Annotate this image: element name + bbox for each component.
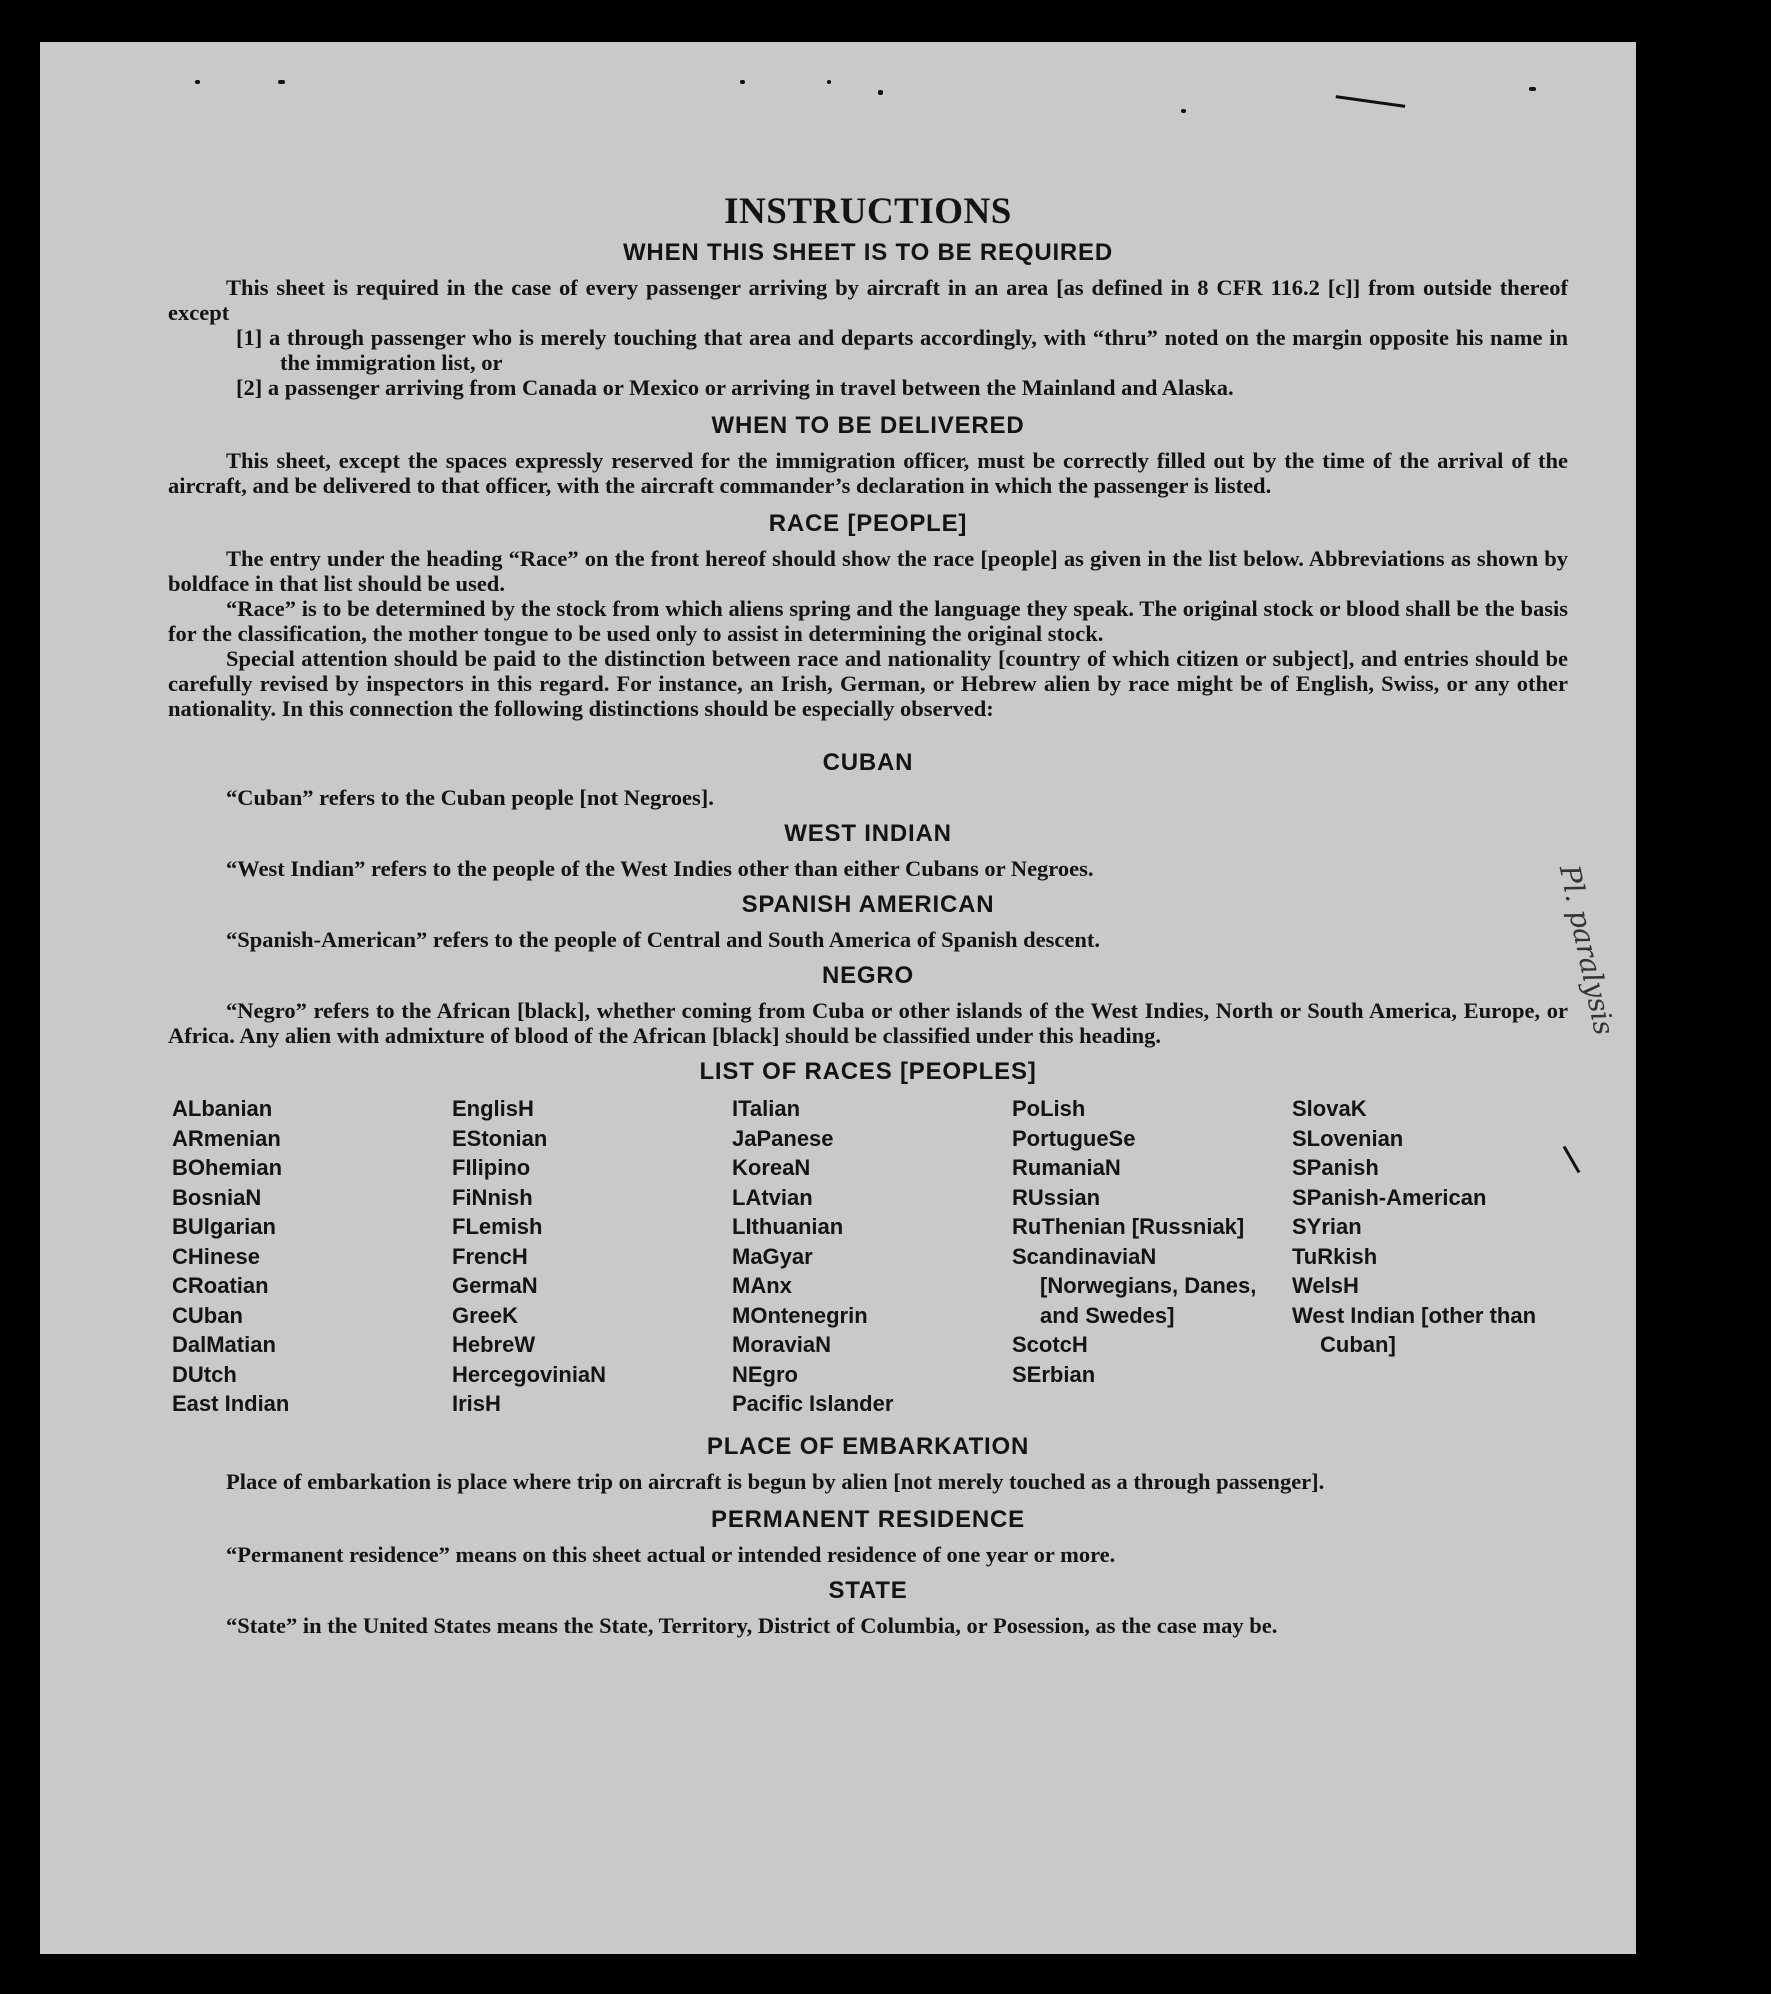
race-entry: GermaN [452,1273,538,1298]
race-entry: RumaniaN [1012,1155,1121,1180]
page-title: INSTRUCTIONS [724,191,1012,232]
cuban-paragraph: “Cuban” refers to the Cuban people [not Negroes]. [226,785,714,810]
race-entry: LIthuanian [732,1214,844,1239]
delivered-paragraph: This sheet, except the spaces expressly reserved for the immigration officer, must be correctly filled out by the time of the arrival of the aircraft, and be delivered to that officer, with the aircraft commander’s declaration in which the passenger is listed. [168,448,1568,498]
embarkation-paragraph: Place of embarkation is place where trip on aircraft is begun by alien [not merely touched as a through passenger]. [226,1468,1325,1494]
race-entry: EnglisH [452,1096,534,1121]
race-entry: ITalian [732,1096,801,1121]
negro-paragraph: “Negro” refers to the African [black], whether coming from Cuba or other islands of the West Indies, North or South America, Europe, or Africa. Any alien with admixture of blood of the African [black] should be classified under this heading. [168,998,1568,1048]
race-entry: West Indian [other than Cuban] [1292,1302,1537,1357]
race-entry: PoLish [1012,1096,1086,1121]
heading-negro: NEGRO [821,962,914,989]
race-entry: SLovenian [1292,1125,1404,1151]
race-entry: MAnx [732,1273,792,1298]
race-entry: East Indian [172,1391,290,1416]
race-entry: MaGyar [732,1243,813,1269]
ink-speck [740,80,745,84]
race-entry: WelsH [1292,1273,1359,1298]
race-entry: DalMatian [172,1332,276,1357]
race-entry: SErbian [1012,1361,1096,1387]
race-entry: FiNnish [452,1184,533,1210]
races-column-5 [1292,1094,1572,1419]
race-entry: Pacific Islander [732,1391,894,1416]
race-entry: SPanish [1292,1155,1379,1180]
race-entry: JaPanese [732,1125,834,1151]
race-entry: EStonian [452,1125,548,1151]
handwritten-margin-note: Pl. paralysis [1552,862,1621,1038]
race-entry: GreeK [452,1302,519,1328]
race-entry: BOhemian [172,1155,283,1180]
heading-list-of-races: LIST OF RACES [PEOPLES] [699,1058,1037,1085]
race-entry: HebreW [452,1332,536,1357]
ink-speck [278,80,285,84]
race-paragraph-2: “Race” is to be determined by the stock from which aliens spring and the language they speak. The original stock or blood shall be the basis for the classification, the mother tongue to be used only to assist in determining the original stock. [168,596,1568,646]
document-page [40,42,1636,1954]
state-paragraph: “State” in the United States means the State, Territory, District of Columbia, or Posession, as the case may be. [226,1612,1278,1638]
race-entry: ARmenian [172,1125,281,1151]
race-entry: NEgro [732,1361,798,1387]
instructions-content [168,138,1568,1638]
heading-race: RACE [PEOPLE] [768,510,968,537]
races-column-3 [732,1094,1012,1419]
ink-speck [1529,87,1536,91]
race-entry: HercegoviniaN [452,1361,607,1387]
races-column-2 [452,1094,732,1419]
exception-item-2: [2] a passenger arriving from Canada or Mexico or arriving in travel between the Mainland and Alaska. [236,375,1234,400]
race-paragraph-1: The entry under the heading “Race” on the front hereof should show the race [people] as given in the list below. Abbreviations as shown by boldface in that list should be used. [168,546,1568,596]
race-entry: IrisH [452,1391,501,1416]
race-entry: KoreaN [732,1155,811,1180]
race-entry: SYrian [1292,1214,1362,1239]
ink-speck [1181,109,1186,113]
race-entry: CHinese [172,1243,261,1269]
race-entry: CRoatian [172,1273,269,1298]
race-entry: BosniaN [172,1184,262,1210]
race-entry: ScandinaviaN [Norwegians, Danes, and Swedes] [1012,1243,1257,1328]
race-entry: MOntenegrin [732,1302,868,1328]
race-entry: TuRkish [1292,1243,1378,1269]
ink-speck [827,80,831,84]
race-entry: ALbanian [172,1096,273,1121]
required-paragraph: This sheet is required in the case of every passenger arriving by aircraft in an area [as defined in 8 CFR 116.2 [c]] from outside thereof except [168,275,1568,325]
race-entry: RuThenian [Russniak] [1012,1214,1245,1239]
heading-permanent-residence: PERMANENT RESIDENCE [711,1505,1025,1533]
race-entry: ScotcH [1012,1332,1088,1357]
race-entry: RUssian [1012,1184,1101,1210]
heading-when-required: WHEN THIS SHEET IS TO BE REQUIRED [622,239,1113,266]
ink-stroke [1336,87,1407,108]
heading-cuban: CUBAN [822,749,914,776]
race-entry: BUlgarian [172,1214,276,1239]
race-entry: MoraviaN [732,1332,832,1357]
spanish-american-paragraph: “Spanish-American” refers to the people of Central and South America of Spanish descent. [226,927,1100,952]
races-column-1 [172,1094,452,1419]
exception-item-1: [1] a through passenger who is merely touching that area and departs accordingly, with “thru” noted on the margin opposite his name in the immigration list, or [236,325,1568,375]
residence-paragraph: “Permanent residence” means on this sheet actual or intended residence of one year or more. [226,1541,1116,1567]
race-entry: LAtvian [732,1184,813,1210]
race-entry: FIlipino [452,1155,531,1180]
race-entry: PortugueSe [1012,1125,1136,1151]
heading-west-indian: WEST INDIAN [784,820,952,847]
race-paragraph-3: Special attention should be paid to the distinction between race and nationality [country of which citizen or subject], and entries should be carefully revised by inspectors in this regard. For instance, an Irish, German, or Hebrew alien by race might be of English, Swiss, or any other nationality. In this connection the following distinctions should be especially observed: [168,646,1568,721]
race-entry: SlovaK [1292,1096,1367,1121]
races-column-4 [1012,1094,1292,1419]
heading-place-of-embarkation: PLACE OF EMBARKATION [706,1432,1030,1460]
heading-when-delivered: WHEN TO BE DELIVERED [711,412,1025,439]
race-entry: CUban [172,1302,243,1328]
race-entry: SPanish-American [1292,1184,1487,1210]
races-list [172,1094,1568,1419]
west-indian-paragraph: “West Indian” refers to the people of the West Indies other than either Cubans or Negroes. [226,856,1094,881]
ink-speck [195,80,200,84]
race-entry: FLemish [452,1214,543,1239]
race-entry: FrencH [452,1243,528,1269]
heading-state: STATE [828,1576,908,1604]
ink-speck [878,90,883,95]
race-entry: DUtch [172,1361,237,1387]
heading-spanish-american: SPANISH AMERICAN [741,891,995,918]
